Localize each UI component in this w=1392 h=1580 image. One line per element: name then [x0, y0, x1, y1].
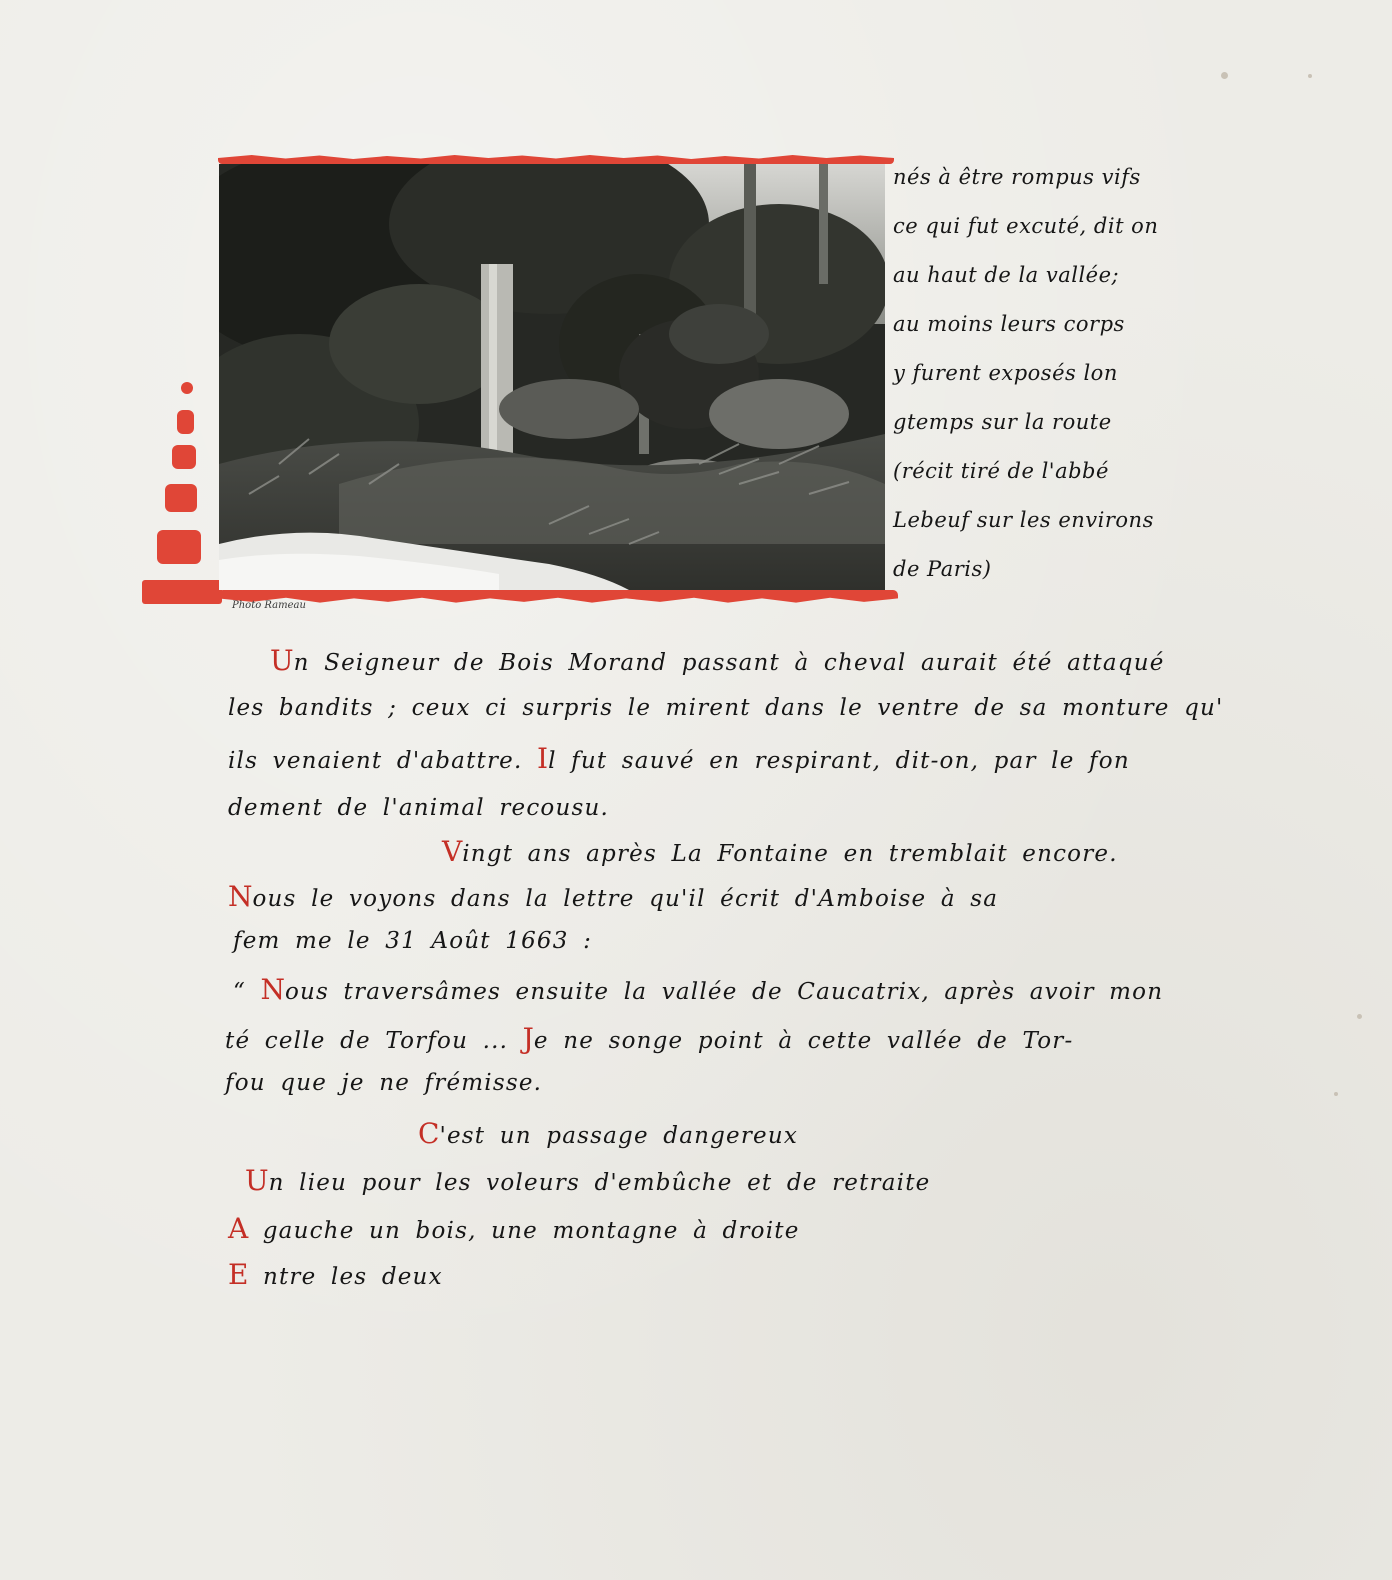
side-text-line: y furent exposés lon: [893, 361, 1118, 385]
body-line-text: ingt ans après La Fontaine en tremblait encore.: [462, 841, 1118, 867]
side-text-line: au moins leurs corps: [893, 312, 1125, 336]
side-text-line: nés à être rompus vifs: [893, 165, 1141, 189]
body-line: [270, 644, 1165, 677]
red-ornament-dash: [172, 445, 196, 469]
body-line: [228, 742, 1130, 775]
side-text-line: Lebeuf sur les environs: [893, 508, 1154, 532]
red-initial: A: [228, 1212, 249, 1245]
red-initial: U: [270, 644, 294, 677]
body-line-text: l fut sauvé en respirant, dit-on, par le fon: [548, 748, 1130, 774]
quote-mark: “: [233, 979, 261, 1005]
side-text-line: (récit tiré de l'abbé: [893, 459, 1109, 483]
body-line-text: ous traversâmes ensuite la vallée de Caucatrix, après avoir mon: [284, 979, 1164, 1005]
red-initial: N: [228, 880, 253, 913]
red-initial: J: [522, 1022, 534, 1055]
paper-speck: [1221, 72, 1228, 79]
side-text-line: de Paris): [893, 557, 992, 581]
forest-rocks-image: [219, 164, 885, 590]
photo-credit: Photo Rameau: [232, 600, 306, 611]
body-line: [418, 1117, 798, 1150]
side-text-line: ce qui fut excuté, dit on: [893, 214, 1159, 238]
body-line: [228, 795, 609, 821]
body-line-text: les bandits ; ceux ci surpris le mirent dans le ventre de sa monture qu': [228, 695, 1224, 721]
red-initial: I: [537, 742, 549, 775]
body-line: [442, 835, 1118, 868]
red-initial: V: [442, 835, 463, 868]
paper-speck: [1357, 1014, 1362, 1019]
body-line: [228, 1212, 800, 1245]
red-ornament-dash: [157, 530, 201, 564]
body-line-text: gauche un bois, une montagne à droite: [248, 1218, 800, 1244]
red-initial: N: [260, 973, 285, 1006]
side-text-line: au haut de la vallée;: [893, 263, 1120, 287]
body-line-text: 'est un passage dangereux: [439, 1123, 799, 1149]
red-ornament-dash: [165, 484, 197, 512]
red-initial: U: [245, 1164, 269, 1197]
red-ornament-base: [142, 580, 222, 604]
body-line-text: fou que je ne frémisse.: [225, 1070, 543, 1096]
body-line-text: ntre les deux: [248, 1264, 443, 1290]
body-line-text: ous le voyons dans la lettre qu'il écrit d'Amboise à sa: [252, 886, 999, 912]
body-line: [228, 1258, 443, 1291]
red-initial: C: [418, 1117, 440, 1150]
body-line-text: n Seigneur de Bois Morand passant à cheval aurait été attaqué: [293, 650, 1165, 676]
body-line: [225, 1070, 542, 1096]
body-line-text: fem me le 31 Août 1663 :: [233, 928, 593, 954]
forest-photograph: [219, 164, 885, 590]
red-ornament-dash: [177, 410, 194, 434]
body-line: [228, 695, 1224, 721]
body-line-text: dement de l'animal recousu.: [228, 795, 609, 821]
body-line: [233, 928, 592, 954]
red-initial: E: [228, 1258, 249, 1291]
body-line-text: e ne songe point à cette vallée de Tor-: [533, 1028, 1074, 1054]
side-text-block: [893, 154, 1193, 595]
body-line-text: té celle de Torfou ...: [225, 1028, 523, 1054]
paper-speck: [1308, 74, 1312, 78]
body-line: [225, 1022, 1073, 1055]
body-line: [245, 1164, 930, 1197]
paper-speck: [1334, 1092, 1338, 1096]
body-line-text: ils venaient d'abattre.: [228, 748, 537, 774]
body-line: [233, 973, 1163, 1006]
side-text-line: gtemps sur la route: [893, 410, 1112, 434]
body-line-text: n lieu pour les voleurs d'embûche et de retraite: [268, 1170, 931, 1196]
red-ornament-dash: [181, 382, 193, 394]
body-line: [228, 880, 998, 913]
